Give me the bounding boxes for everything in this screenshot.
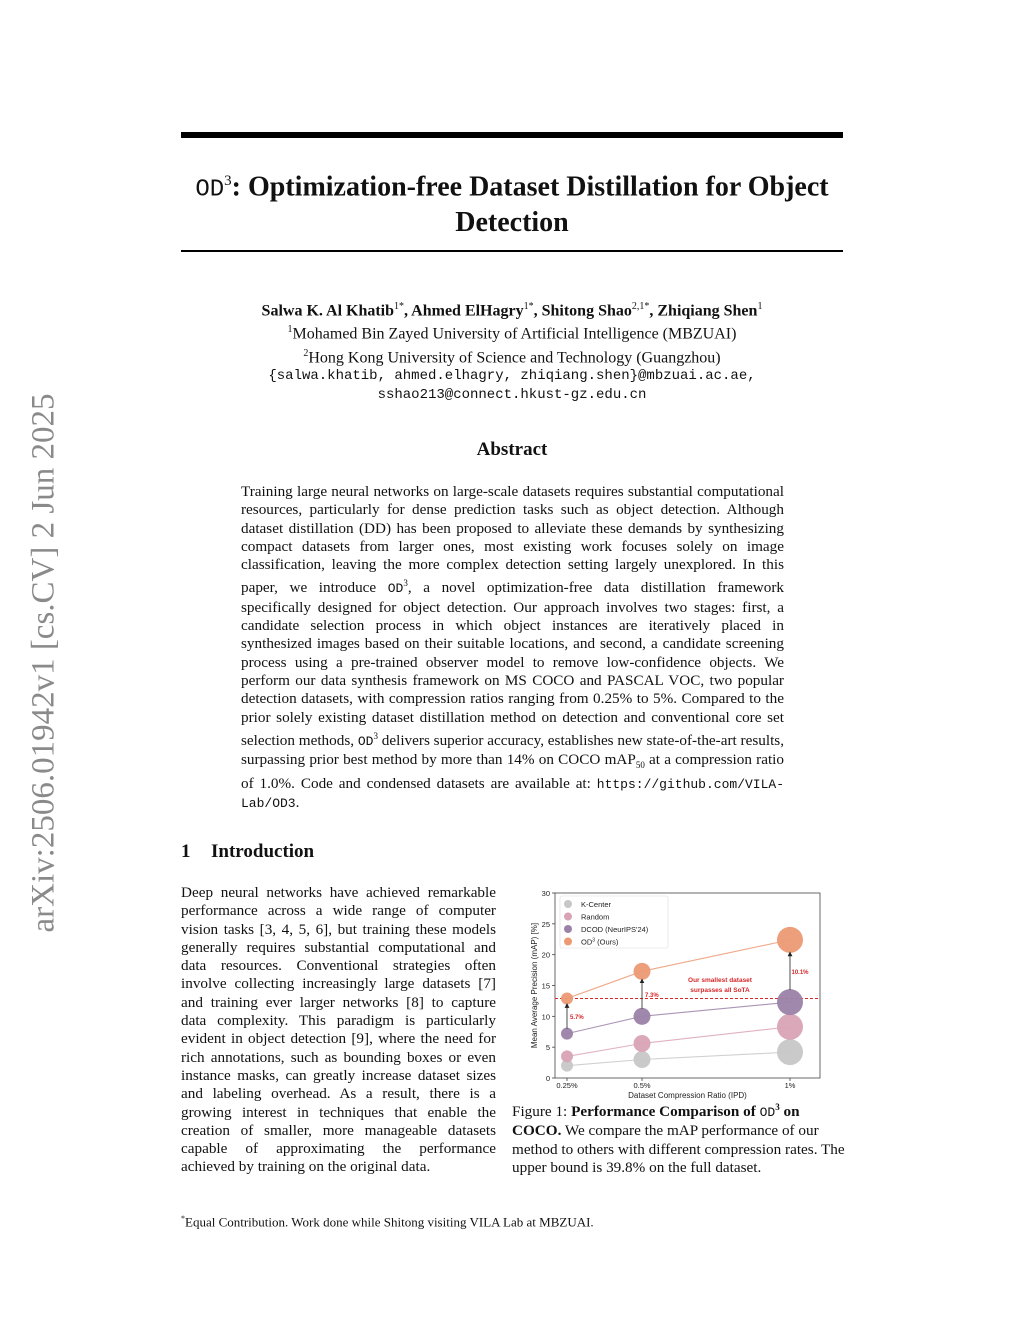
data-point: [777, 927, 803, 953]
chart-svg: [512, 884, 847, 1100]
abstract-method-sup-2: 3: [373, 730, 378, 741]
section-number: 1: [181, 841, 191, 862]
method-name-superscript: 3: [224, 173, 232, 189]
abstract-part-3: delivers superior accuracy, establishes new state-of-the-art results, surpassing prior best method by more than 14% on COCO mAP: [241, 731, 784, 769]
data-point: [561, 992, 573, 1004]
data-point: [561, 1050, 573, 1062]
section-heading-introduction: [181, 841, 314, 863]
footnote: [181, 1211, 843, 1230]
abstract-map-subscript: 50: [635, 760, 645, 771]
data-point: [561, 1028, 573, 1040]
caption-bold-2: on COCO.: [512, 1103, 800, 1140]
title-text: : Optimization-free Dataset Distillation for Object Detection: [231, 171, 829, 239]
abstract-method-name-2: OD: [357, 733, 374, 749]
title-bottom-rule: [181, 250, 843, 252]
paper-title: [181, 165, 843, 239]
affiliation-1-text: Mohamed Bin Zayed University of Artificial Intelligence (MBZUAI): [292, 325, 737, 343]
abstract-method-sup: 3: [403, 578, 408, 589]
author-3: Shitong Shao: [541, 302, 632, 320]
annotation-note-line-1: Our smallest dataset: [688, 977, 752, 984]
legend-swatch: [564, 900, 572, 908]
affiliation-1: [181, 320, 843, 343]
author-names: Salwa K. Al Khatib$^{1*}$, Ahmed ElHagry$^{1*}$, Shitong Shao$^{2,1*}$, Zhiqiang Shen$^1$: [261, 301, 763, 320]
legend-swatch: [564, 925, 572, 933]
caption-text: We compare the mAP performance of our method to others with different compression rates. The upper bound is 39.8% on the full dataset.: [512, 1122, 845, 1176]
series-line: [567, 1002, 790, 1033]
author-2-affil: 1*: [523, 301, 534, 312]
gain-label: 5.7%: [570, 1015, 584, 1022]
abstract-part-1: Training large neural networks on large-scale datasets requires substantial computational resources, particularly for dense prediction tasks such as object detection. Although dataset distillation (DD) has been proposed to alleviate these demands by synthesizing compact datasets from larger ones, most existing work focuses solely on image classification, leaving the more complex detection setting largely unexplored. In this paper, we introduce: [241, 483, 784, 597]
legend-label-sup: 3: [592, 937, 596, 944]
y-tick-label: 5: [545, 1043, 550, 1053]
section-title: Introduction: [211, 841, 315, 862]
legend-label-suffix: (Ours): [595, 937, 619, 947]
abstract-body: [241, 483, 784, 813]
data-point: [634, 1051, 651, 1068]
data-point: [634, 1035, 651, 1052]
legend-label: DCOD (NeurIPS'24): [581, 925, 649, 934]
author-2: Ahmed ElHagry: [411, 302, 524, 320]
abstract-part-4: at a compression ratio of 1.0%. Code and condensed datasets are available at:: [241, 751, 784, 792]
data-point: [777, 989, 803, 1015]
series-line: [567, 937, 790, 999]
legend-label: Random: [581, 912, 610, 922]
affiliation-2-marker: 2: [303, 347, 309, 359]
series-line: [567, 1052, 790, 1066]
x-axis-label: Dataset Compression Ratio (IPD): [628, 1091, 747, 1100]
data-point: [634, 963, 651, 980]
data-point: [777, 1039, 803, 1065]
author-4: Zhiqiang Shen: [657, 302, 758, 320]
caption-method-sup: 3: [775, 1102, 780, 1112]
x-tick-label: 0.5%: [633, 1081, 651, 1090]
figure-1-caption: [512, 1098, 847, 1177]
data-point: [634, 1008, 651, 1025]
annotation-note-line-2: surpasses all SoTA: [690, 987, 750, 994]
abstract-heading: Abstract: [476, 439, 548, 460]
legend-label: $OD^3$ (Ours): [581, 937, 619, 947]
y-tick-label: 30: [541, 889, 550, 898]
author-1: Salwa K. Al Khatib: [261, 302, 395, 320]
author-4-affil: 1: [757, 301, 763, 312]
author-1-affil: 1*: [394, 301, 405, 312]
caption-label: Figure 1:: [512, 1103, 572, 1121]
title-top-rule: [181, 132, 843, 138]
footnote-marker: *: [181, 1214, 185, 1223]
legend-swatch: [564, 938, 572, 946]
abstract-part-2: , a novel optimization-free data distillation framework specifically designed for object detection. Our approach involves two stages: first, a candidate selection process in which object instances are iteratively placed in synthesized images based on their suitable locations, and second, a candidate screening process using a pre-trained observer model to remove low-confidence objects. We perform our data synthesis framework on MS COCO and PASCAL VOC, two popular detection datasets, with compression ratios ranging from 0.25% to 5%. Compared to the prior solely existing dataset distillation method on detection and conventional core set selection methods,: [241, 579, 784, 749]
series-line: [567, 1027, 790, 1057]
x-tick-label: 0.25%: [556, 1081, 578, 1090]
y-tick-label: 0: [545, 1074, 550, 1083]
legend-label: K-Center: [581, 900, 612, 909]
y-tick-label: 10: [541, 1012, 550, 1022]
legend-swatch: [564, 913, 572, 921]
gain-label: 7.3%: [645, 992, 659, 999]
y-axis-label: Mean Average Precision (mAP) [%]: [530, 922, 539, 1049]
author-block: [181, 297, 843, 405]
code-url-link[interactable]: https://github.com/VILA-Lab/OD3: [241, 776, 784, 811]
caption-bold-1: Performance Comparison of: [571, 1103, 760, 1121]
arxiv-identifier: [24, 380, 64, 945]
author-3-affil: 2,1*: [631, 301, 650, 312]
email-line-2: sshao213@connect.hkust-gz.edu.cn: [377, 386, 647, 403]
figure-1-chart: [512, 884, 847, 1100]
abstract-part-5: .: [295, 793, 300, 811]
intro-paragraph: Deep neural networks have achieved remarkable performance across a wide range of computer vision tasks [3, 4, 5, 6], but training these models generally requires substantial computational and data resources. Conventional strategies often involve collecting increasingly large datasets [7] and training ever larger networks [8] to capture data complexity. This paradigm is particularly evident in object detection [9], where the need for rich annotations, such as bounding boxes or even instance masks, can greatly increase dataset sizes and labeling overhead. As a result, there is a growing interest in techniques that enable the creation of smaller, more manageable datasets capable of approximating the performance achieved by training on the original data.: [181, 884, 496, 1176]
affiliation-2: [181, 344, 843, 367]
gain-label: 10.1%: [791, 970, 809, 977]
data-point: [777, 1014, 803, 1040]
affiliation-2-text: Hong Kong University of Science and Technology (Guangzhou): [308, 348, 721, 366]
footnote-text: Equal Contribution. Work done while Shitong visiting VILA Lab at MBZUAI.: [185, 1214, 594, 1230]
email-line-1: {salwa.khatib, ahmed.elhagry, zhiqiang.shen}@mbzuai.ac.ae,: [268, 367, 756, 384]
abstract-method-name: OD: [387, 581, 404, 597]
arxiv-identifier-text: arXiv:2506.01942v1 [cs.CV] 2 Jun 2025: [25, 393, 62, 932]
method-name: OD: [195, 176, 225, 204]
caption-method-name: OD: [759, 1105, 776, 1121]
y-tick-label: 25: [541, 919, 550, 929]
y-tick-label: 20: [541, 950, 550, 960]
y-tick-label: 15: [541, 981, 550, 991]
affiliation-1-marker: 1: [287, 324, 293, 336]
x-tick-label: 1%: [784, 1081, 796, 1090]
